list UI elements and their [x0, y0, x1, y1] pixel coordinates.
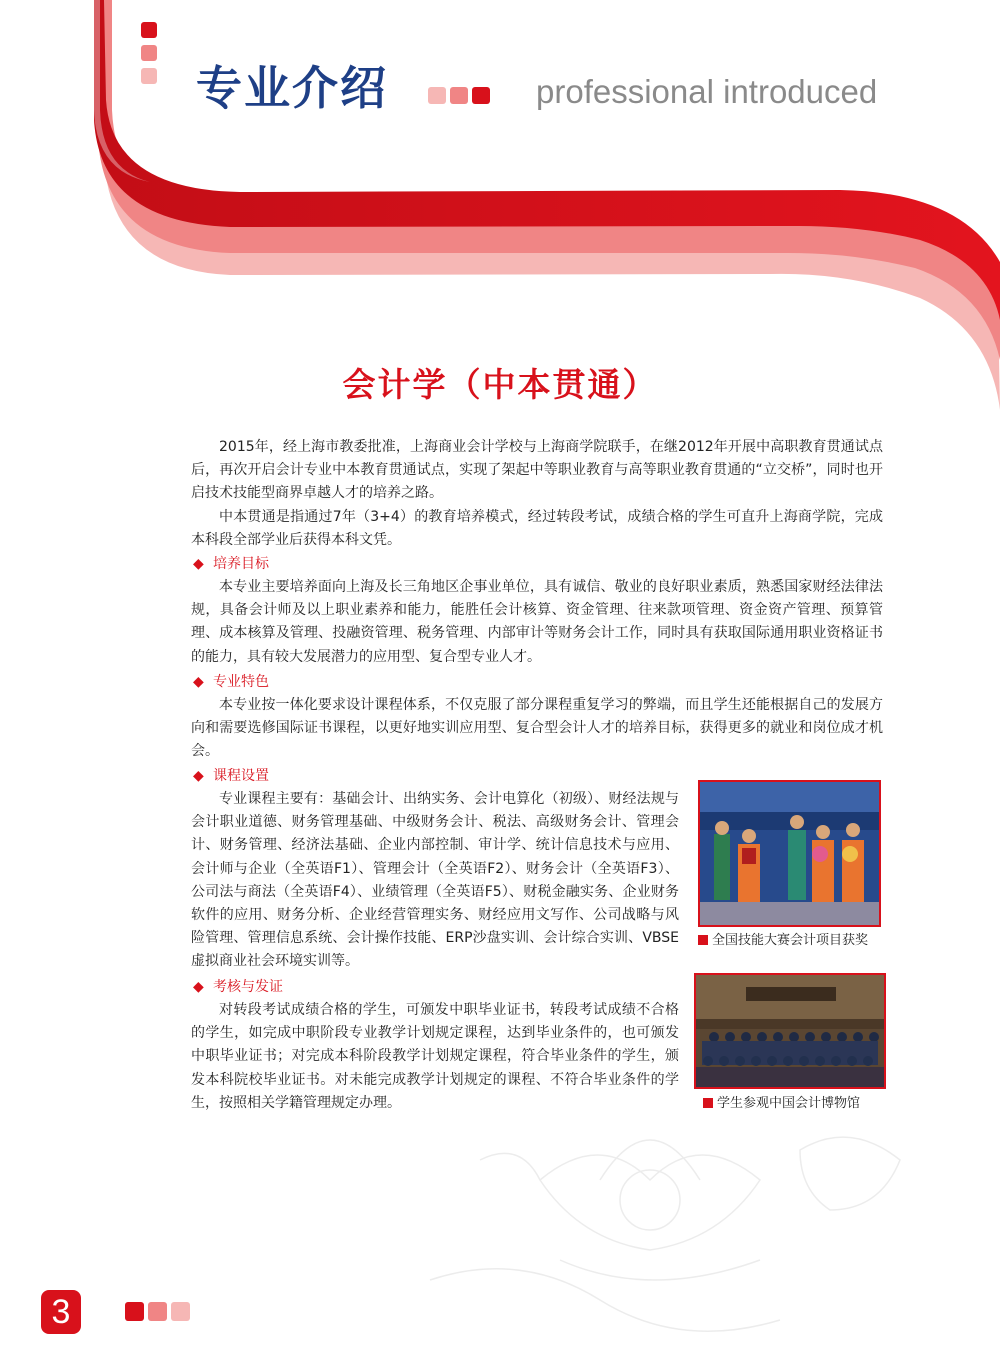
deco-square-2 — [141, 45, 157, 61]
footer-square-1 — [125, 1302, 144, 1321]
page-title: 会计学（中本贯通） — [342, 365, 658, 404]
footer-square-2 — [148, 1302, 167, 1321]
section-text-assessment — [191, 999, 679, 1115]
header-square-1 — [428, 87, 446, 104]
page-number: 3 — [41, 1290, 81, 1334]
section-heading-feature-label: 专业特色 — [213, 674, 269, 690]
diamond-bullet-icon: ◆ — [193, 556, 204, 572]
intro-paragraph-1: 2015年，经上海市教委批准，上海商业会计学校与上海商学院联手，在继2012年开展中高职教育贯通试点后，再次开启会计专业中本教育贯通试点，实现了架起中等职业教育与高等职业教育贯通的“立交桥”，同时也开启技术技能型商界卓越人才的培养之路。 — [191, 439, 883, 502]
footer-square-3 — [171, 1302, 190, 1321]
photo-award — [698, 780, 881, 927]
photo-award-caption-text: 全国技能大赛会计项目获奖 — [712, 933, 869, 948]
section-heading-assessment — [193, 977, 283, 997]
caption-square-icon — [698, 935, 708, 945]
section-heading-assessment-label: 考核与发证 — [213, 979, 283, 995]
intro-paragraph-2: 中本贯通是指通过7年（3+4）的教育培养模式，经过转段考试，成绩合格的学生可直升上海商学院，完成本科段全部学业后获得本科文凭。 — [191, 508, 883, 548]
header-square-3 — [472, 87, 490, 104]
section-heading-courses-label: 课程设置 — [213, 768, 269, 784]
photo-museum-caption — [703, 1095, 860, 1113]
photo-award-caption — [698, 932, 868, 950]
deco-square-3 — [141, 68, 157, 84]
section-text-feature — [191, 694, 883, 764]
section-text-goal — [191, 576, 883, 669]
section-heading-feature — [193, 672, 269, 692]
section-heading-courses — [193, 766, 269, 786]
section-text-courses — [191, 788, 679, 974]
photo-museum — [694, 973, 886, 1089]
header-square-2 — [450, 87, 468, 104]
feature-paragraph: 本专业按一体化要求设计课程体系，不仅克服了部分课程重复学习的弊端，而且学生还能根据自己的发展方向和需要选修国际证书课程，以更好地实训应用型、复合型会计人才的培养目标，获得更多的就业和岗位成才机会。 — [191, 697, 883, 760]
photo-award-image — [700, 782, 879, 925]
photo-museum-image — [696, 975, 884, 1087]
section-heading-goal-label: 培养目标 — [213, 556, 269, 572]
intro-text — [191, 436, 883, 552]
diamond-bullet-icon: ◆ — [193, 979, 204, 995]
header-title: 专业介绍 — [196, 61, 388, 115]
deco-square-1 — [141, 22, 157, 38]
courses-paragraph: 专业课程主要有：基础会计、出纳实务、会计电算化（初级）、财经法规与会计职业道德、财务管理基础、中级财务会计、税法、高级财务会计、管理会计、财务管理、经济法基础、企业内部控制、审计学、统计信息技术与应用、会计师与企业（全英语F1）、管理会计（全英语F2）、财务会计（全英语F3）、公司法与商法（全英语F4）、业绩管理（全英语F5）、财税金融实务、企业财务软件的应用、财务分析、企业经营管理实务、财经应用文写作、公司战略与风险管理、管理信息系统、会计操作技能、ERP沙盘实训、会计综合实训、VBSE虚拟商业社会环境实训等。 — [191, 791, 679, 970]
diamond-bullet-icon: ◆ — [193, 674, 204, 690]
goal-paragraph: 本专业主要培养面向上海及长三角地区企事业单位，具有诚信、敬业的良好职业素质，熟悉国家财经法律法规，具备会计师及以上职业素养和能力，能胜任会计核算、资金管理、往来款项管理、资金资产管理、预算管理、成本核算及管理、投融资管理、税务管理、内部审计等财务会计工作，同时具有获取国际通用职业资格证书的能力，具有较大发展潜力的应用型、复合型专业人才。 — [191, 579, 883, 665]
assessment-paragraph: 对转段考试成绩合格的学生，可颁发中职毕业证书，转段考试成绩不合格的学生，如完成中职阶段专业教学计划规定课程，达到毕业条件的，也可颁发中职毕业证书；对完成本科阶段教学计划规定课程，符合毕业条件的学生，颁发本科院校毕业证书。对未能完成教学计划规定的课程、不符合毕业条件的学生，按照相关学籍管理规定办理。 — [191, 1002, 679, 1111]
photo-museum-caption-text: 学生参观中国会计博物馆 — [717, 1096, 861, 1111]
diamond-bullet-icon: ◆ — [193, 768, 204, 784]
caption-square-icon — [703, 1098, 713, 1108]
section-heading-goal — [193, 554, 269, 574]
header-subtitle: professional introduced — [536, 73, 878, 110]
